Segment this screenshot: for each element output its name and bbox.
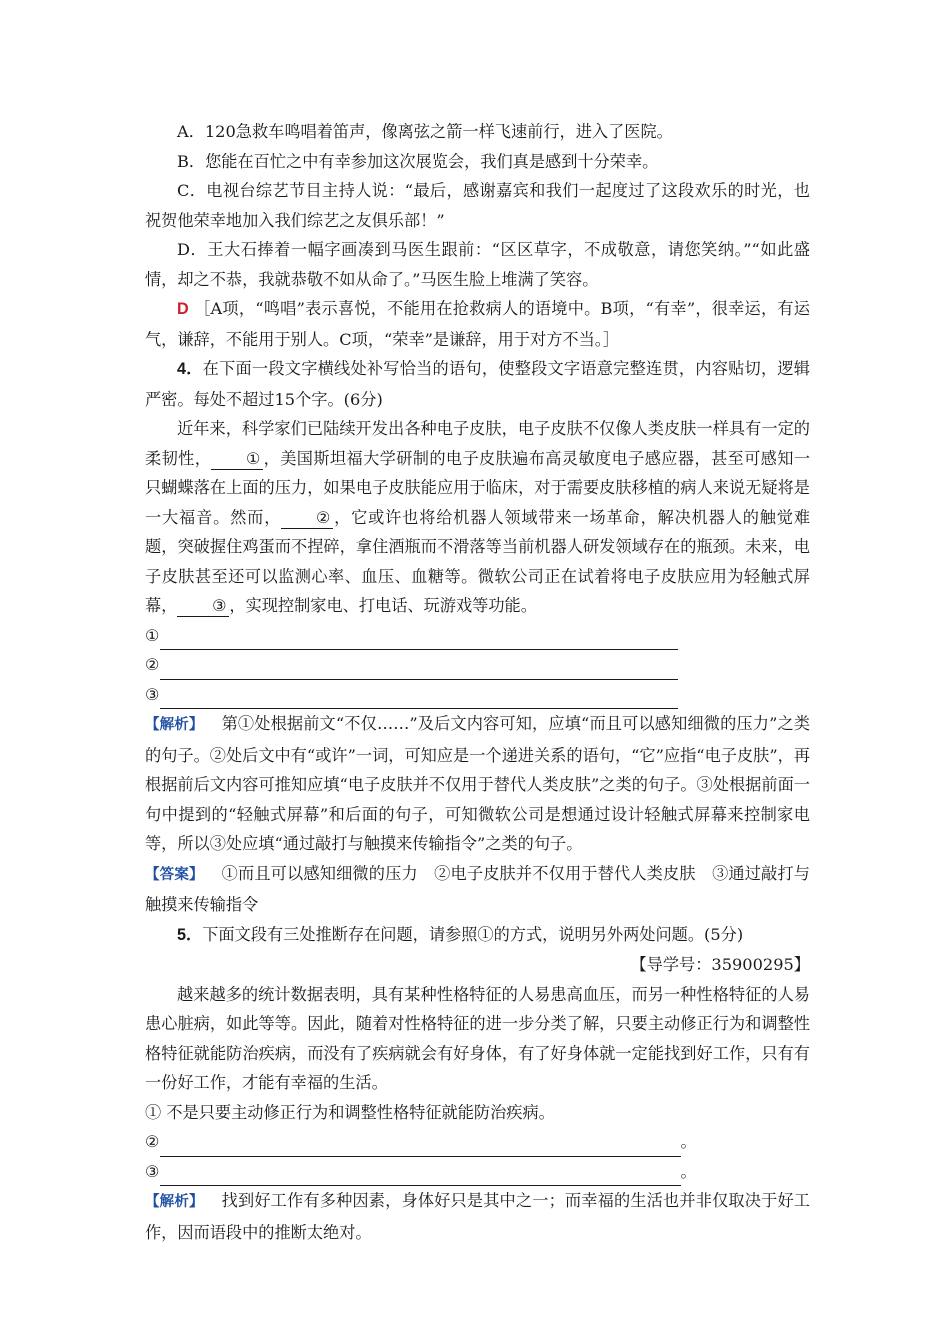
- q5-answer-line-3: [145, 1157, 810, 1187]
- q4-stem-text: 在下面一段文字横线处补写恰当的语句，使整段文字语意完整连贯，内容贴切，逻辑严密。每处不超过15个字。(6分): [145, 359, 810, 409]
- q3-option-c: C．电视台综艺节目主持人说：“最后，感谢嘉宾和我们一起度过了这段欢乐的时光，也祝贺他荣幸地加入我们综艺之友俱乐部！”: [145, 181, 810, 230]
- q5-passage: 越来越多的统计数据表明，具有某种性格特征的人易患高血压，而另一种性格特征的人易患心脏病，如此等等。因此，随着对性格特征的进一步分类了解，只要主动修正行为和调整性格特征就能防治疾病，而没有了疾病就会有好身体，有了好身体就一定能找到好工作，只有有一份好工作，才能有幸福的生活。: [145, 984, 810, 1092]
- q4-answer-line-3: [145, 680, 810, 710]
- q4-analysis-text: 第①处根据前文“不仅……”及后文内容可知，应填“而且可以感知细微的压力”之类的句子。②处后文中有“或许”一词，可知应是一个递进关系的语句，“它”应指“电子皮肤”，再根据前后文内容可推知应填“电子皮肤并不仅用于替代人类皮肤”之类的句子。③处根据前面一句中提到的“轻触式屏幕”和后面的句子，可知微软公司是想通过设计轻触式屏幕来控制家电等，所以③处应填“通过敲打与触摸来传输指令”之类的句子。: [145, 714, 811, 853]
- q4-number: 4．: [177, 360, 203, 378]
- q5-stem-text: 下面文段有三处推断存在问题，请参照①的方式，说明另外两处问题。(5分): [202, 924, 744, 944]
- q5-analysis-tag: 【解析】: [145, 1194, 204, 1210]
- q4-passage-part-3: ，它或许也将给机器人领域带来一场革命，解决机器人的触觉难题，突破握住鸡蛋而不捏碎，拿住酒瓶而不滑落等当前机器人研发领域存在的瓶颈。未来，电子皮肤甚至还可以监测心率、血压、血糖等。微软公司正在试着将电子皮肤应用为轻触式屏幕，: [145, 507, 811, 615]
- q4-blank-2: ②: [281, 508, 333, 529]
- q4-line-label-2: ②: [145, 655, 160, 674]
- q3-answer-text: ［A项，“鸣唱”表示喜悦，不能用在抢救病人的语境中。B项，“有幸”，很幸运，有运气，谦辞，不能用于别人。C项，“荣幸”是谦辞，用于对方不当。］: [145, 299, 810, 349]
- q4-passage-part-4: ，实现控制家电、打电话、玩游戏等功能。: [229, 596, 537, 615]
- q5-analysis-text: 找到好工作有多种因素，身体好只是其中之一；而幸福的生活也并非仅取决于好工作，因而语段中的推断太绝对。: [145, 1191, 810, 1242]
- q4-stem: [145, 354, 810, 414]
- q5-answer-line-2: [145, 1127, 810, 1157]
- q5-number: 5．: [177, 925, 203, 944]
- q4-passage-part-1: 近年来，科学家们已陆续开发出各种电子皮肤，电子皮肤不仅像人类皮肤一样具有一定的柔韧性，: [145, 419, 810, 468]
- q3-answer-letter: D: [177, 300, 189, 318]
- q3-option-d: D．王大石捧着一幅字画凑到马医生跟前：“区区草字，不成敬意，请您笑纳。”“如此盛情，却之不恭，我就恭敬不如从命了。”马医生脸上堆满了笑容。: [145, 240, 810, 289]
- q4-answer-tag: 【答案】: [145, 866, 204, 883]
- q5-example: ① 不是只要主动修正行为和调整性格特征就能防治疾病。: [145, 1102, 555, 1122]
- q4-blank-3: ③: [177, 596, 229, 617]
- q4-answer-text: ①而且可以感知细微的压力 ②电子皮肤并不仅用于替代人类皮肤 ③通过敲打与触摸来传输指令: [145, 863, 810, 914]
- q4-analysis: [145, 709, 810, 859]
- q4-passage-part-2: ，美国斯坦福大学研制的电子皮肤遍布高灵敏度电子感应器，甚至可感知一只蝴蝶落在上面的压力，如果电子皮肤能应用于临床，对于需要皮肤移植的病人来说无疑将是一大福音。然而，: [145, 448, 811, 527]
- q5-stem: [145, 920, 810, 951]
- q3-option-b: B．您能在百忙之中有幸参加这次展览会，我们真是感到十分荣幸。: [177, 151, 659, 171]
- q4-line-label-3: ③: [145, 684, 160, 704]
- q5-guide-number: 【导学号：35900295】: [630, 955, 810, 974]
- q3-option-a: A．120急救车鸣唱着笛声，像离弦之箭一样飞速前行，进入了医院。: [177, 122, 673, 141]
- q4-line-label-1: ①: [145, 625, 160, 645]
- document-page: [145, 117, 810, 1247]
- q4-answer-underline-2[interactable]: [160, 661, 678, 680]
- q4-answer-underline-1[interactable]: [160, 631, 678, 650]
- q5-line-end-2: 。: [680, 1132, 697, 1151]
- q5-line-end-3: 。: [680, 1161, 697, 1181]
- q5-answer-underline-3[interactable]: [160, 1167, 681, 1186]
- q4-blank-1: ①: [211, 449, 263, 470]
- q5-line-label-3: ③: [145, 1161, 160, 1181]
- q4-answer: [145, 859, 810, 920]
- q5-line-label-2: ②: [145, 1132, 160, 1151]
- q5-answer-underline-2[interactable]: [160, 1138, 681, 1157]
- q4-answer-line-2: [145, 650, 810, 680]
- q4-passage: [145, 414, 810, 621]
- q4-answer-underline-3[interactable]: [160, 690, 678, 709]
- q4-answer-line-1: [145, 621, 810, 651]
- q4-analysis-tag: 【解析】: [145, 717, 204, 733]
- q3-answer: [145, 294, 810, 354]
- q5-analysis: [145, 1186, 810, 1247]
